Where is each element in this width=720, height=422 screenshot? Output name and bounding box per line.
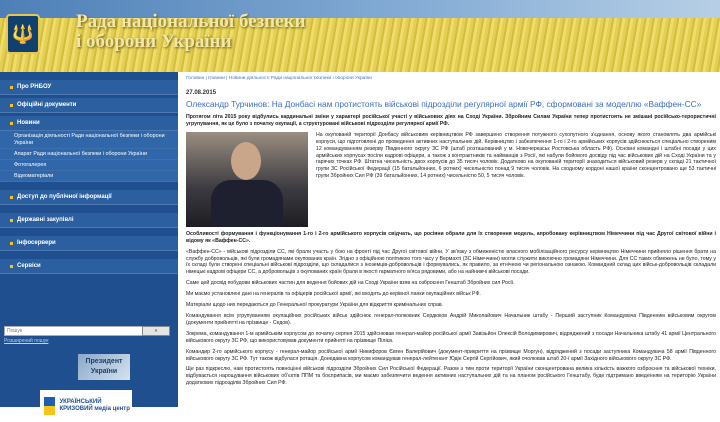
sidebar-subitem-council-activity[interactable]: Організація діяльності Ради національної безпеки і оборони України <box>0 131 178 149</box>
sidebar <box>0 72 178 412</box>
sidebar-subitem-photogallery[interactable]: Фотогалерея <box>0 160 178 171</box>
sidebar-item-about[interactable]: Про РНБОУ <box>0 80 178 95</box>
trident-logo-icon[interactable]: 🔱 <box>6 14 40 54</box>
sidebar-item-services[interactable]: Сервіси <box>0 259 178 274</box>
crisis-banner-text: УКРАЇНСЬКИЙ КРИЗОВИЙ медіа центр <box>59 399 130 412</box>
site-title-line2: і оборони України <box>76 31 232 52</box>
sidebar-item-news[interactable]: Новини <box>0 116 178 131</box>
article-paragraph: Ми маємо установлені дані на генералів та офіцерів російської армії, які входять до керівної ланки окупаційних військ РФ. <box>186 291 481 298</box>
article-paragraph: Командування всім угрупуванням окупаційних російських військ здійснює генерал-полковник Сердюков Андрій Миколайович Начальник штабу - Перший заступник Командувача Південним військовим округом (документи прийнятті на прізвище - Седов). <box>186 312 716 326</box>
article-paragraph: На окупованій території Донбасу військовим керівництвом РФ завершено створення потужного сухопутного з'єднання, основу якого становлять два армійські корпуси, що підготовлені до проведення активних наступальних дій. Керівництво і забезпечення 1-го і 2-го армійських корпусів здійснюється спеціально створеним 12 командуванням резерву Південного округу ЗС РФ (штаб розташований у м. Новочеркаськ Ростовська область РФ). Основні командні і штабні посади у цих армійських корпусах посіли кадрові офіцери, а також з контрактників та найманців з Росії, які набули бойового досвіду під час військових дій на Сході України та у гарячих точках РФ. Штатна чисельність двох корпусів до 35 тисяч чоловік. Додатково на окупованій території знаходиться військовий резерв у складі 21 тактичної групи ЗС Російської Федерації (15 батальйонних, 6 ротних) чисельністю понад 9 тисяч чоловік. На сходному кордоні нашої країни сконцентровано ще 53 тактичні групи Збройних Сил РФ (39 батальйонних, 14 ротних) чисельністю 50, 5 тисяч чоловік. <box>316 131 716 180</box>
breadcrumb[interactable]: Головна | Новини | Новини діяльності Ради національної безпеки і оборони України <box>186 76 372 81</box>
president-banner[interactable]: Президент України <box>78 354 130 380</box>
article-paragraph: Особливості формування і функціонування 1-го і 2-го армійського корпусів свідчать, що росіяни обрали для їх створення модель, апробовану керівництвом Німеччини під час Другої світової війни і відому як «Ваффен-СС». <box>186 230 716 244</box>
article-paragraph: Ще раз підкреслю, нам протистоять повноцінні військові підрозділи Збройних Сил Російської Федерації. Разом з тим проти території України сконцентрована велика кількість важкого озброєння та військової техніки, відбувається нарощування військових об'єктів ППМ та боєприпасів, ми маємо забезпечити ведення активних наступальних дій та на планом російського Генштабу, буде підтримано введенням на територію України додаткових підрозділів Збройних Сил РФ. <box>186 366 716 387</box>
photo-face <box>231 142 261 180</box>
sidebar-subitem-video[interactable]: Відеоматеріали <box>0 171 178 182</box>
header-banner <box>0 0 720 72</box>
article-paragraph: Матеріали щодо них передаються до Генеральної прокуратури України для відкриття кримінальних справ. <box>186 302 444 309</box>
sidebar-item-documents[interactable]: Офіційні документи <box>0 98 178 113</box>
search-button[interactable]: » <box>142 326 170 336</box>
sidebar-item-public-info[interactable]: Доступ до публічної інформації <box>0 190 178 205</box>
advanced-search-link[interactable]: Розширений пошук <box>4 338 49 344</box>
article-date: 27.08.2015 <box>186 90 217 96</box>
article-headline: Олександр Турчинов: На Донбасі нам протистоять військові підрозділи регулярної армії РФ, сформовані за моделлю «Ваффен-СС» <box>186 99 702 109</box>
sidebar-item-infoservers[interactable]: Інфосервери <box>0 236 178 251</box>
site-title-line1: Рада національної безпеки <box>76 11 306 32</box>
article-photo <box>186 132 308 227</box>
sidebar-subitem-apparatus[interactable]: Апарат Ради національної безпеки і оборони України <box>0 149 178 160</box>
ukraine-flag-icon <box>44 397 55 415</box>
article-paragraph: «Ваффен-СС» - військові підрозділи СС, які брали участь у бою на фронті під час Другої світової війни. У зв'язку з обмеженістю власного мобілізаційного ресурсу керівництво Німеччини прийняло рішення брати на службу добровольців, які були громадянами окупованих країн. Згідно з офіційною політикою того часу у Вермахті (ЗС Німеччини) могли служити виключно громадяни Німеччини. Для СС таких обмежень не було, тому у їх складі були створені спеціальні військові підрозділи, що складалися з іноземців-добровольців і формувались, як правило, за етнічною чи регіональною ознакою. Командний склад цих військ-добровольців складали німецькі кадрові офіцери СС, а добровольців з окупованих країн брали в якості гарматного м'яса рядовими, або на найнижчі військові посади. <box>186 248 716 276</box>
main-content <box>186 76 716 407</box>
sidebar-item-procurement[interactable]: Державні закупівлі <box>0 213 178 228</box>
photo-suit <box>211 180 283 227</box>
article-paragraph: Саме цей досвід побудови військових частин для ведення бойових дій на Сході України взяв на озброєння Генштаб Збройних сил Росії. <box>186 280 515 287</box>
article-paragraph: Командир 2-го армійського корпусу - генерал-майор російської армії Никифоров Євген Валерійович (документ-прикриття на прізвище Моргун), відряджений з посади заступника Командувача 58 армії Південного військового округу ЗС РФ. Тут також відбулася ротація. Донедавна корпусом командував генерал-лейтенант Юдін Сергій Сергійович, який очолював штаб 20-ї армії Західного військового округу ЗС РФ. <box>186 348 716 362</box>
crisis-media-center-banner[interactable] <box>40 390 132 422</box>
article-paragraph: Зокрема, командування 1-м армійським корпусом до початку серпня 2015 здійснював генерал-майор російської армії Завізьйон Олексій Володимирович, відряджений з посади Начальника штабу 41 армії Центрального військового округу ЗС РФ, що використовував документи прийняті на прізвище Пілієв. <box>186 330 716 344</box>
site-title[interactable] <box>76 12 376 52</box>
article-intro: Протягом літа 2015 року відбулись кардинальні зміни у характері російської участі у військових діях на Сході України. Збройним Силам України тепер протистоять не змішані російсько-терористичні угрупування, як це було з початку окупації, а структуровані військові підрозділи регулярної армії РФ. <box>186 114 716 127</box>
